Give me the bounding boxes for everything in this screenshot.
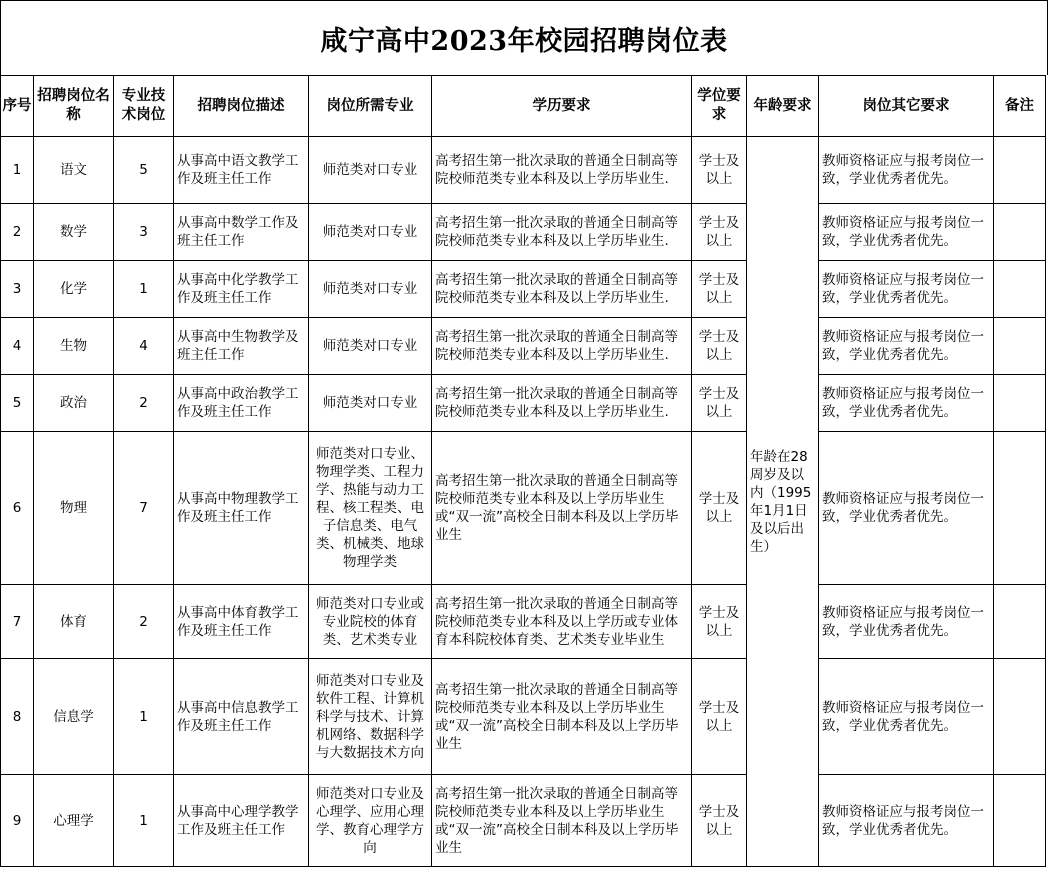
row-remark: [994, 659, 1046, 775]
header-age: 年龄要求: [747, 76, 819, 137]
row-education: 高考招生第一批次录取的普通全日制高等院校师范类专业本科及以上学历或专业体育本科院校体育类、艺术类专业毕业生: [432, 585, 692, 659]
row-remark: [994, 375, 1046, 432]
row-desc: 从事高中信息教学工作及班主任工作: [174, 659, 309, 775]
row-remark: [994, 775, 1046, 867]
row-other: 教师资格证应与报考岗位一致，学业优秀者优先。: [819, 204, 994, 261]
row-post-name: 语文: [34, 137, 114, 204]
header-row: [1, 76, 1046, 137]
row-major: 师范类对口专业及心理学、应用心理学、教育心理学方向: [309, 775, 432, 867]
row-seq: 5: [1, 375, 34, 432]
row-other: 教师资格证应与报考岗位一致，学业优秀者优先。: [819, 318, 994, 375]
row-major: 师范类对口专业、物理学类、工程力学、热能与动力工程、核工程类、电子信息类、电气类、机械类、地球物理学类: [309, 432, 432, 585]
table-row: [1, 585, 1046, 659]
header-count: 专业技术岗位: [114, 76, 174, 137]
row-major: 师范类对口专业: [309, 375, 432, 432]
row-count: 2: [114, 585, 174, 659]
age-requirement: 年龄在28周岁及以内（1995年1月1日及以后出生）: [747, 137, 819, 867]
recruitment-table: [0, 75, 1046, 867]
row-degree: 学士及以上: [692, 432, 747, 585]
header-degree: 学位要求: [692, 76, 747, 137]
row-desc: 从事高中体育教学工作及班主任工作: [174, 585, 309, 659]
row-post-name: 化学: [34, 261, 114, 318]
row-other: 教师资格证应与报考岗位一致，学业优秀者优先。: [819, 432, 994, 585]
row-post-name: 数学: [34, 204, 114, 261]
row-education: 高考招生第一批次录取的普通全日制高等院校师范类专业本科及以上学历毕业生或“双一流”高校全日制本科及以上学历毕业生: [432, 659, 692, 775]
header-major: 岗位所需专业: [309, 76, 432, 137]
table-row: [1, 318, 1046, 375]
row-seq: 9: [1, 775, 34, 867]
table-row: [1, 137, 1046, 204]
row-count: 5: [114, 137, 174, 204]
header-seq: 序号: [1, 76, 34, 137]
row-post-name: 信息学: [34, 659, 114, 775]
row-post-name: 心理学: [34, 775, 114, 867]
row-degree: 学士及以上: [692, 775, 747, 867]
table-row: [1, 775, 1046, 867]
row-education: 高考招生第一批次录取的普通全日制高等院校师范类专业本科及以上学历毕业生.: [432, 261, 692, 318]
row-degree: 学士及以上: [692, 585, 747, 659]
row-major: 师范类对口专业: [309, 137, 432, 204]
table-row: [1, 204, 1046, 261]
row-desc: 从事高中化学教学工作及班主任工作: [174, 261, 309, 318]
table-row: [1, 659, 1046, 775]
page-title: 咸宁高中2023年校园招聘岗位表: [320, 25, 728, 57]
header-post-name: 招聘岗位名称: [34, 76, 114, 137]
row-major: 师范类对口专业: [309, 261, 432, 318]
row-degree: 学士及以上: [692, 204, 747, 261]
row-other: 教师资格证应与报考岗位一致，学业优秀者优先。: [819, 375, 994, 432]
row-post-name: 政治: [34, 375, 114, 432]
row-count: 7: [114, 432, 174, 585]
row-education: 高考招生第一批次录取的普通全日制高等院校师范类专业本科及以上学历毕业生.: [432, 204, 692, 261]
row-remark: [994, 585, 1046, 659]
header-remark: 备注: [994, 76, 1046, 137]
row-count: 4: [114, 318, 174, 375]
row-post-name: 物理: [34, 432, 114, 585]
row-remark: [994, 204, 1046, 261]
row-other: 教师资格证应与报考岗位一致，学业优秀者优先。: [819, 585, 994, 659]
row-desc: 从事高中语文教学工作及班主任工作: [174, 137, 309, 204]
row-education: 高考招生第一批次录取的普通全日制高等院校师范类专业本科及以上学历毕业生.: [432, 137, 692, 204]
row-major: 师范类对口专业: [309, 204, 432, 261]
row-count: 1: [114, 261, 174, 318]
row-seq: 6: [1, 432, 34, 585]
row-seq: 2: [1, 204, 34, 261]
row-desc: 从事高中政治教学工作及班主任工作: [174, 375, 309, 432]
row-other: 教师资格证应与报考岗位一致，学业优秀者优先。: [819, 775, 994, 867]
table-row: [1, 261, 1046, 318]
table-row: [1, 432, 1046, 585]
row-degree: 学士及以上: [692, 137, 747, 204]
row-other: 教师资格证应与报考岗位一致，学业优秀者优先。: [819, 659, 994, 775]
row-major: 师范类对口专业或专业院校的体育类、艺术类专业: [309, 585, 432, 659]
row-degree: 学士及以上: [692, 659, 747, 775]
row-post-name: 生物: [34, 318, 114, 375]
row-degree: 学士及以上: [692, 375, 747, 432]
row-degree: 学士及以上: [692, 261, 747, 318]
row-seq: 3: [1, 261, 34, 318]
row-seq: 4: [1, 318, 34, 375]
row-count: 2: [114, 375, 174, 432]
title-box: [0, 0, 1048, 75]
row-education: 高考招生第一批次录取的普通全日制高等院校师范类专业本科及以上学历毕业生.: [432, 318, 692, 375]
row-desc: 从事高中数学工作及班主任工作: [174, 204, 309, 261]
row-remark: [994, 137, 1046, 204]
row-major: 师范类对口专业: [309, 318, 432, 375]
row-other: 教师资格证应与报考岗位一致，学业优秀者优先。: [819, 261, 994, 318]
row-seq: 7: [1, 585, 34, 659]
header-desc: 招聘岗位描述: [174, 76, 309, 137]
row-seq: 8: [1, 659, 34, 775]
row-remark: [994, 318, 1046, 375]
row-education: 高考招生第一批次录取的普通全日制高等院校师范类专业本科及以上学历毕业生或“双一流”高校全日制本科及以上学历毕业生: [432, 775, 692, 867]
row-education: 高考招生第一批次录取的普通全日制高等院校师范类专业本科及以上学历毕业生或“双一流”高校全日制本科及以上学历毕业生: [432, 432, 692, 585]
table-row: [1, 375, 1046, 432]
row-remark: [994, 261, 1046, 318]
row-major: 师范类对口专业及软件工程、计算机科学与技术、计算机网络、数据科学与大数据技术方向: [309, 659, 432, 775]
row-post-name: 体育: [34, 585, 114, 659]
row-count: 3: [114, 204, 174, 261]
row-education: 高考招生第一批次录取的普通全日制高等院校师范类专业本科及以上学历毕业生.: [432, 375, 692, 432]
row-desc: 从事高中心理学教学工作及班主任工作: [174, 775, 309, 867]
row-desc: 从事高中生物教学及班主任工作: [174, 318, 309, 375]
row-other: 教师资格证应与报考岗位一致，学业优秀者优先。: [819, 137, 994, 204]
header-other: 岗位其它要求: [819, 76, 994, 137]
row-degree: 学士及以上: [692, 318, 747, 375]
row-seq: 1: [1, 137, 34, 204]
header-education: 学历要求: [432, 76, 692, 137]
table-body: [1, 137, 1046, 867]
row-desc: 从事高中物理教学工作及班主任工作: [174, 432, 309, 585]
row-count: 1: [114, 775, 174, 867]
row-count: 1: [114, 659, 174, 775]
row-remark: [994, 432, 1046, 585]
